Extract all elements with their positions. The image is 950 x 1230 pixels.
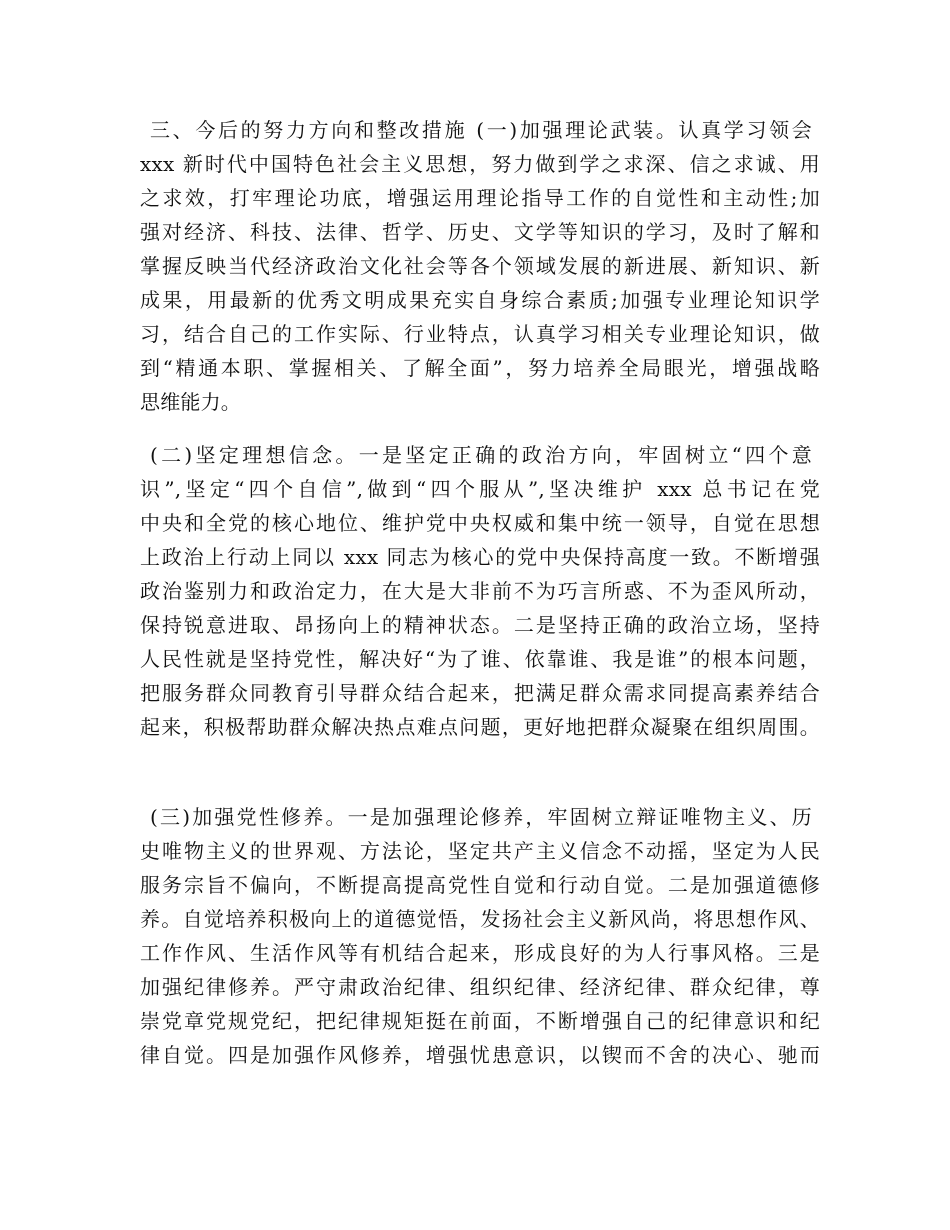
text-line: 成果，用最新的优秀文明成果充实自身综合素质;加强专业理论知识学 (140, 288, 820, 312)
text-line: 掌握反映当代经济政治文化社会等各个领域发展的新进展、新知识、新 (140, 254, 820, 278)
text-line: 习，结合自己的工作实际、行业特点，认真学习相关专业理论知识，做 (140, 322, 820, 346)
text-line: 加强纪律修养。严守肃政治纪律、组织纪律、经济纪律、群众纪律，尊 (140, 975, 820, 999)
text-line: 养。自觉培养积极向上的道德觉悟，发扬社会主义新风尚，将思想作风、 (140, 907, 820, 931)
text-line: 之求效，打牢理论功底，增强运用理论指导工作的自觉性和主动性;加 (140, 186, 820, 210)
text-line: 强对经济、科技、法律、哲学、历史、文学等知识的学习，及时了解和 (140, 220, 820, 244)
text-line: 保持锐意进取、昂扬向上的精神状态。二是坚持正确的政治立场，坚持 (140, 613, 820, 637)
text-line: 人民性就是坚持党性，解决好“为了谁、依靠谁、我是谁”的根本问题， (140, 647, 820, 671)
text-line: 识”,坚定“四个自信”,做到“四个服从”,坚决维护 xxx 总书记在党 (140, 477, 820, 501)
text-line: 把服务群众同教育引导群众结合起来，把满足群众需求同提高素养结合 (140, 681, 820, 705)
text-line: 崇党章党规党纪，把纪律规矩挺在前面，不断增强自己的纪律意识和纪 (140, 1009, 820, 1033)
text-line: 律自觉。四是加强作风修养，增强忧患意识，以锲而不舍的决心、驰而 (140, 1043, 820, 1067)
text-line: (三)加强党性修养。一是加强理论修养，牢固树立辩证唯物主义、历 (150, 805, 812, 829)
text-line: (二)坚定理想信念。一是坚定正确的政治方向，牢固树立“四个意 (150, 443, 812, 467)
text-line: 到“精通本职、掌握相关、了解全面”，努力培养全局眼光，增强战略 (140, 356, 820, 380)
text-line: 工作作风、生活作风等有机结合起来，形成良好的为人行事风格。三是 (140, 941, 820, 965)
text-line: 三、今后的努力方向和整改措施 (一)加强理论武装。认真学习领会 (150, 118, 812, 142)
text-line: 政治鉴别力和政治定力，在大是大非前不为巧言所惑、不为歪风所动， (140, 579, 820, 603)
text-line: 思维能力。 (140, 390, 241, 414)
text-line: 服务宗旨不偏向，不断提高提高党性自觉和行动自觉。二是加强道德修 (140, 873, 820, 897)
text-line: 起来，积极帮助群众解决热点难点问题，更好地把群众凝聚在组织周围。 (140, 715, 820, 739)
text-line: 史唯物主义的世界观、方法论，坚定共产主义信念不动摇，坚定为人民 (140, 839, 820, 863)
text-line: 上政治上行动上同以 xxx 同志为核心的党中央保持高度一致。不断增强 (140, 545, 820, 569)
text-line: xxx 新时代中国特色社会主义思想，努力做到学之求深、信之求诚、用 (140, 152, 820, 176)
text-line: 中央和全党的核心地位、维护党中央权威和集中统一领导，自觉在思想 (140, 511, 820, 535)
